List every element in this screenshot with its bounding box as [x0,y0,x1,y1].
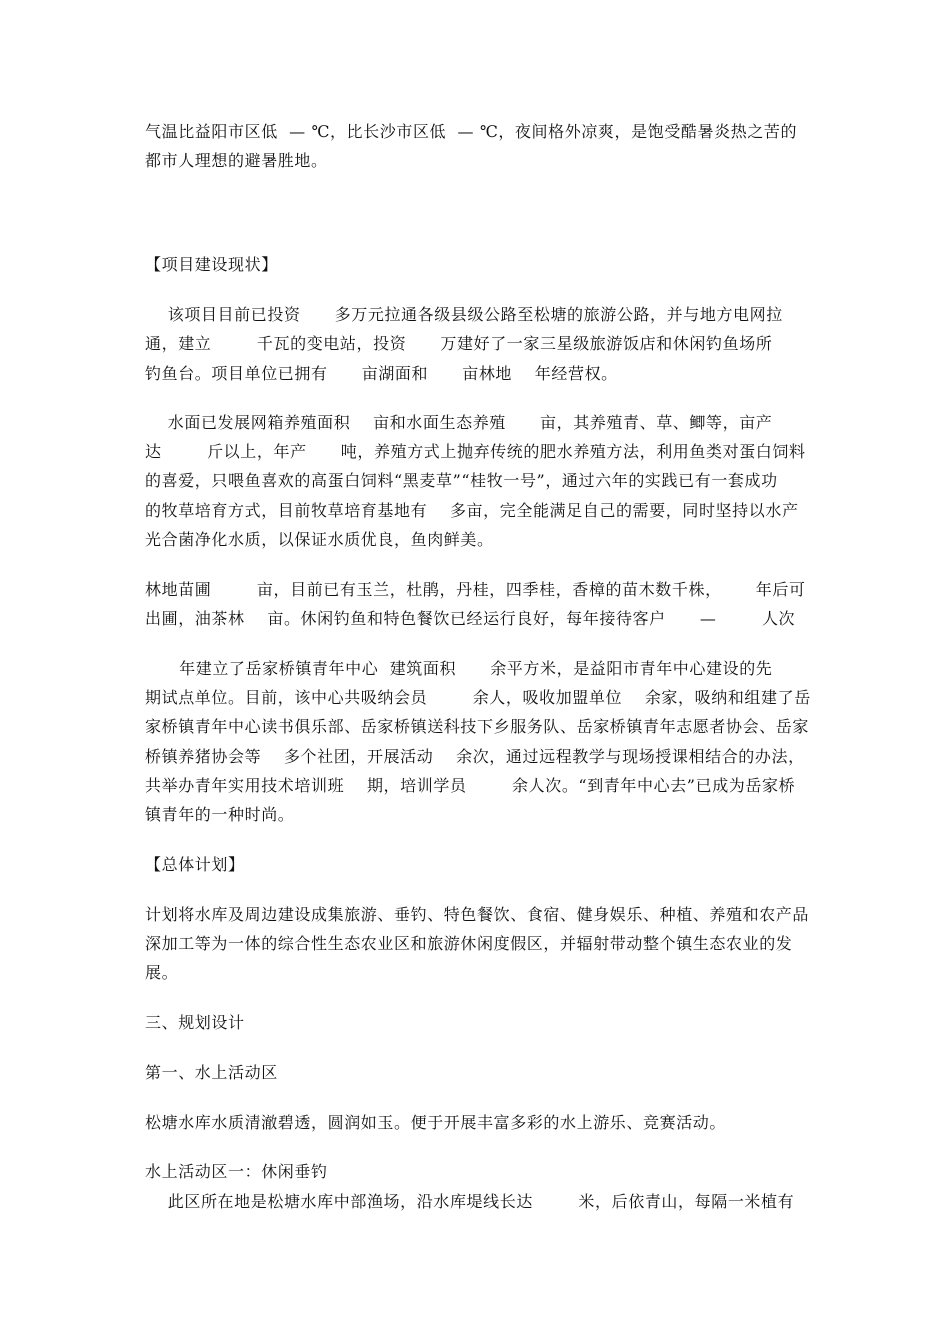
status-paragraph-2-line: 的喜爱，只喂鱼喜欢的高蛋白饲料“黑麦草”“桂牧一号”，通过六年的实践已有一套成功 [145,471,778,490]
intro-line: 气温比益阳市区低 — ℃，比长沙市区低 — ℃，夜间格外凉爽，是饱受酷暑炎热之苦的 [145,122,798,141]
plan-line: 计划将水库及周边建设成集旅游、垂钓、特色餐饮、食宿、健身娱乐、种植、养殖和农产品 [145,905,810,924]
status-paragraph-3-line: 出圃，油茶林 亩。休闲钓鱼和特色餐饮已经运行良好，每年接待客户 — 人次 [145,609,796,628]
subsection-water-title: 第一、水上活动区 [145,1063,278,1082]
status-paragraph-2-line: 水面已发展网箱养殖面积 亩和水面生态养殖 亩，其养殖青、草、鲫等，亩产 [145,413,773,432]
status-paragraph-4-line: 共举办青年实用技术培训班 期，培训学员 余人次。“到青年中心去”已成为岳家桥 [145,776,796,795]
status-paragraph-4-line: 镇青年的一种时尚。 [145,805,295,824]
status-paragraph-1-line: 通，建立 千瓦的变电站，投资 万建好了一家三星级旅游饭店和休闲钓鱼场所 [145,334,773,353]
status-paragraph-4-line: 家桥镇青年中心读书俱乐部、岳家桥镇送科技下乡服务队、岳家桥镇青年志愿者协会、岳家 [145,717,810,736]
status-paragraph-3-line: 林地苗圃 亩，目前已有玉兰，杜鹃，丹桂，四季桂，香樟的苗木数千株， 年后可 [145,580,806,599]
water-intro: 松塘水库水质清澈碧透，圆润如玉。便于开展丰富多彩的水上游乐、竞赛活动。 [145,1113,727,1132]
water-area-1-title: 水上活动区一：休闲垂钓 [145,1162,328,1181]
status-paragraph-1-line: 该项目目前已投资 多万元拉通各级县级公路至松塘的旅游公路，并与地方电网拉 [145,305,783,324]
status-paragraph-2-line: 达 斤以上，年产 吨，养殖方式上抛弃传统的肥水养殖方法，利用鱼类对蛋白饲料 [145,442,806,461]
status-paragraph-4-line: 年建立了岳家桥镇青年中心 建筑面积 余平方米，是益阳市青年中心建设的先 [145,659,773,678]
status-paragraph-2-line: 光合菌净化水质，以保证水质优良，鱼肉鲜美。 [145,530,494,549]
status-paragraph-4-line: 期试点单位。目前，该中心共吸纳会员 余人，吸收加盟单位 余家，吸纳和组建了岳 [145,688,811,707]
status-paragraph-1-line: 钓鱼台。项目单位已拥有 亩湖面和 亩林地 年经营权。 [145,364,618,383]
section-design-title: 三、规划设计 [145,1013,245,1032]
section-status-title: 【项目建设现状】 [145,255,278,274]
status-paragraph-2-line: 的牧草培育方式，目前牧草培育基地有 多亩，完全能满足自己的需要，同时坚持以水产 [145,501,799,520]
plan-line: 深加工等为一体的综合性生态农业区和旅游休闲度假区，并辐射带动整个镇生态农业的发 [145,934,793,953]
intro-line: 都市人理想的避暑胜地。 [145,151,328,170]
plan-line: 展。 [145,963,179,982]
water-area-1-line: 此区所在地是松塘水库中部渔场，沿水库堤线长达 米，后依青山，每隔一米植有 [145,1192,795,1211]
section-plan-title: 【总体计划】 [145,855,245,874]
status-paragraph-4-line: 桥镇养猪协会等 多个社团，开展活动 余次，通过远程教学与现场授课相结合的办法， [145,747,805,766]
